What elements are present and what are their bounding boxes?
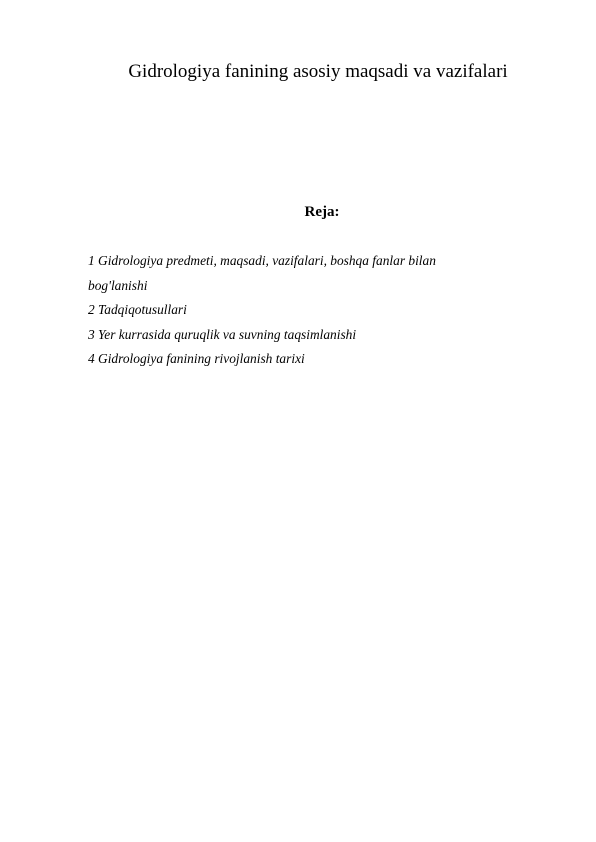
plan-item-1-continuation: bog'lanishi	[88, 277, 148, 293]
plan-heading: Reja:	[304, 204, 340, 220]
plan-item-1: 1 Gidrologiya predmeti, maqsadi, vazifalari, boshqa fanlar bilan	[88, 253, 436, 268]
plan-item-2: 2 Tadqiqotusullari	[88, 302, 187, 317]
plan-list	[88, 249, 528, 372]
plan-item-3: 3 Yer kurrasida quruqlik va suvning taqsimlanishi	[88, 326, 357, 342]
plan-item-4: 4 Gidrologiya fanining rivojlanish tarixi	[88, 351, 305, 366]
document-title: Gidrologiya fanining asosiy maqsadi va vazifalari	[128, 61, 508, 82]
